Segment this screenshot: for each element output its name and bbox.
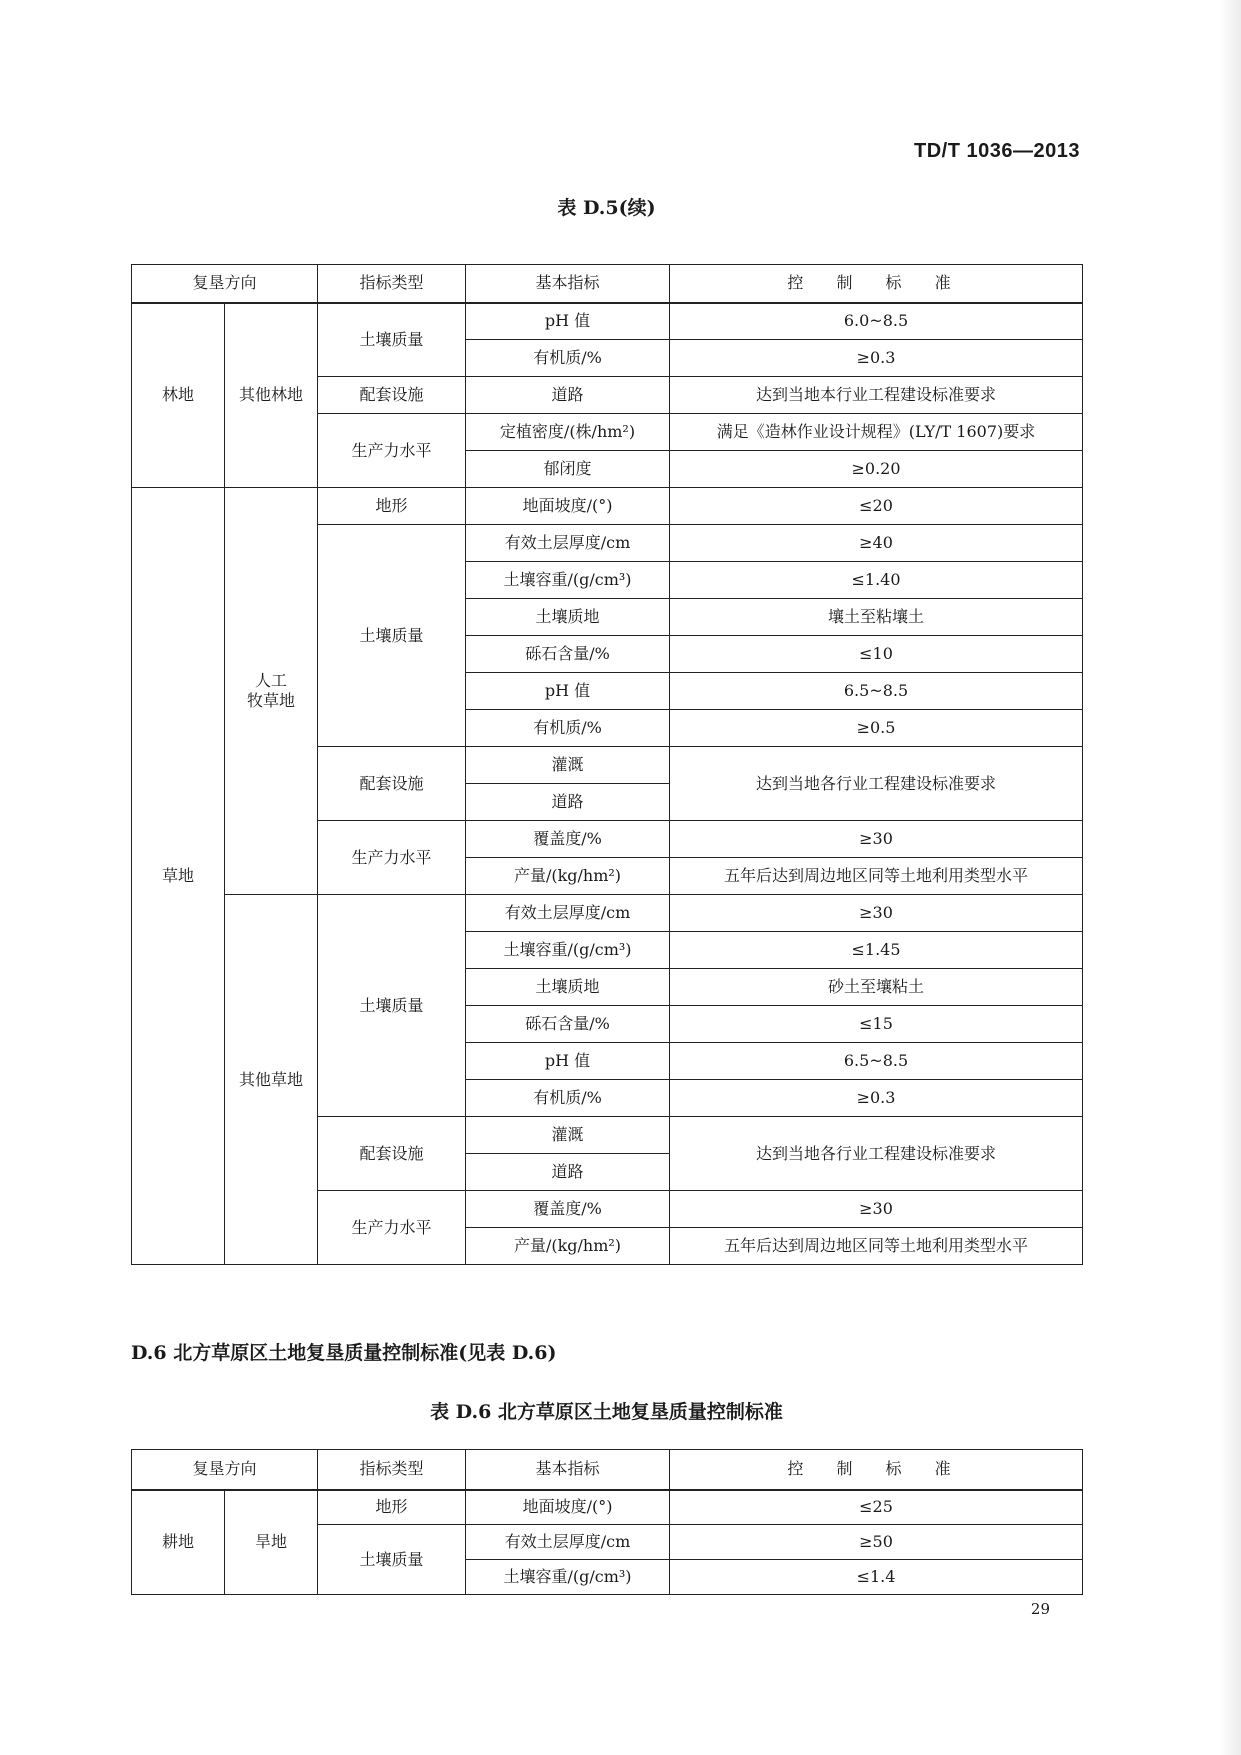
indicator-name: 产量/(kg/hm²) bbox=[466, 1228, 670, 1265]
standard-value: 达到当地各行业工程建设标准要求 bbox=[670, 1117, 1083, 1191]
indicator-name: 道路 bbox=[466, 1154, 670, 1191]
indicator-name: pH 值 bbox=[466, 1043, 670, 1080]
document-code: TD/T 1036—2013 bbox=[914, 140, 1080, 162]
type-soil-quality: 土壤质量 bbox=[318, 303, 466, 377]
category-cropland: 耕地 bbox=[132, 1490, 225, 1595]
indicator-name: 砾石含量/% bbox=[466, 636, 670, 673]
indicator-name: pH 值 bbox=[466, 673, 670, 710]
standard-value: ≤1.45 bbox=[670, 932, 1083, 969]
indicator-name: 定植密度/(株/hm²) bbox=[466, 414, 670, 451]
indicator-name: 有效土层厚度/cm bbox=[466, 525, 670, 562]
type-facilities: 配套设施 bbox=[318, 377, 466, 414]
table-row bbox=[132, 303, 1083, 340]
indicator-name: 覆盖度/% bbox=[466, 821, 670, 858]
type-terrain: 地形 bbox=[318, 488, 466, 525]
standard-value: ≥30 bbox=[670, 821, 1083, 858]
table-header-row bbox=[132, 265, 1083, 303]
subcategory-other-forest: 其他林地 bbox=[225, 303, 318, 488]
header-basic-indicator: 基本指标 bbox=[466, 265, 670, 303]
table-header-row bbox=[132, 1450, 1083, 1490]
indicator-name: 有效土层厚度/cm bbox=[466, 1525, 670, 1560]
indicator-name: 土壤质地 bbox=[466, 969, 670, 1006]
indicator-name: 土壤容重/(g/cm³) bbox=[466, 1560, 670, 1595]
standard-value: ≤20 bbox=[670, 488, 1083, 525]
indicator-name: 有效土层厚度/cm bbox=[466, 895, 670, 932]
header-indicator-type: 指标类型 bbox=[318, 1450, 466, 1490]
type-soil-quality: 土壤质量 bbox=[318, 895, 466, 1117]
indicator-name: 道路 bbox=[466, 377, 670, 414]
indicator-name: 覆盖度/% bbox=[466, 1191, 670, 1228]
category-forest: 林地 bbox=[132, 303, 225, 488]
standard-value: 达到当地本行业工程建设标准要求 bbox=[670, 377, 1083, 414]
header-basic-indicator: 基本指标 bbox=[466, 1450, 670, 1490]
indicator-name: 有机质/% bbox=[466, 340, 670, 377]
type-soil-quality: 土壤质量 bbox=[318, 1525, 466, 1595]
standard-value: 6.5~8.5 bbox=[670, 673, 1083, 710]
standard-value: 6.0~8.5 bbox=[670, 303, 1083, 340]
standard-value: ≤10 bbox=[670, 636, 1083, 673]
indicator-name: pH 值 bbox=[466, 303, 670, 340]
page-edge-shadow bbox=[1219, 0, 1241, 1755]
table-d5 bbox=[131, 264, 1083, 1265]
table-row bbox=[132, 488, 1083, 525]
standard-value: 五年后达到周边地区同等土地利用类型水平 bbox=[670, 858, 1083, 895]
standard-value: ≥30 bbox=[670, 1191, 1083, 1228]
standard-value: ≤15 bbox=[670, 1006, 1083, 1043]
indicator-name: 灌溉 bbox=[466, 1117, 670, 1154]
standard-value: ≥0.20 bbox=[670, 451, 1083, 488]
table-row bbox=[132, 1490, 1083, 1525]
indicator-name: 土壤质地 bbox=[466, 599, 670, 636]
header-indicator-type: 指标类型 bbox=[318, 265, 466, 303]
standard-value: 壤土至粘壤土 bbox=[670, 599, 1083, 636]
standard-value: ≤1.40 bbox=[670, 562, 1083, 599]
header-control-standard: 控 制 标 准 bbox=[670, 1450, 1083, 1490]
standard-value: 6.5~8.5 bbox=[670, 1043, 1083, 1080]
page-number: 29 bbox=[1030, 1600, 1050, 1618]
category-grassland: 草地 bbox=[132, 488, 225, 1265]
indicator-name: 道路 bbox=[466, 784, 670, 821]
table-d5-caption: 表 D.5(续) bbox=[557, 197, 656, 219]
indicator-name: 土壤容重/(g/cm³) bbox=[466, 562, 670, 599]
standard-value: 满足《造林作业设计规程》(LY/T 1607)要求 bbox=[670, 414, 1083, 451]
standard-value: ≥30 bbox=[670, 895, 1083, 932]
type-facilities: 配套设施 bbox=[318, 1117, 466, 1191]
indicator-name: 土壤容重/(g/cm³) bbox=[466, 932, 670, 969]
standard-value: ≤25 bbox=[670, 1490, 1083, 1525]
standard-value: ≥50 bbox=[670, 1525, 1083, 1560]
type-productivity: 生产力水平 bbox=[318, 1191, 466, 1265]
standard-value: ≥0.5 bbox=[670, 710, 1083, 747]
indicator-name: 郁闭度 bbox=[466, 451, 670, 488]
standard-value: ≥0.3 bbox=[670, 1080, 1083, 1117]
indicator-name: 有机质/% bbox=[466, 1080, 670, 1117]
type-soil-quality: 土壤质量 bbox=[318, 525, 466, 747]
header-control-standard: 控 制 标 准 bbox=[670, 265, 1083, 303]
section-d6-heading: D.6 北方草原区土地复垦质量控制标准(见表 D.6) bbox=[131, 1342, 557, 1364]
standard-value: 五年后达到周边地区同等土地利用类型水平 bbox=[670, 1228, 1083, 1265]
subcategory-dryland: 旱地 bbox=[225, 1490, 318, 1595]
indicator-name: 有机质/% bbox=[466, 710, 670, 747]
standard-value: 砂土至壤粘土 bbox=[670, 969, 1083, 1006]
type-productivity: 生产力水平 bbox=[318, 821, 466, 895]
table-row bbox=[132, 895, 1083, 932]
indicator-name: 地面坡度/(°) bbox=[466, 488, 670, 525]
standard-value: ≥0.3 bbox=[670, 340, 1083, 377]
standard-value: ≥40 bbox=[670, 525, 1083, 562]
table-d6-caption: 表 D.6 北方草原区土地复垦质量控制标准 bbox=[430, 1401, 783, 1423]
type-productivity: 生产力水平 bbox=[318, 414, 466, 488]
indicator-name: 产量/(kg/hm²) bbox=[466, 858, 670, 895]
standard-value: ≤1.4 bbox=[670, 1560, 1083, 1595]
standard-value: 达到当地各行业工程建设标准要求 bbox=[670, 747, 1083, 821]
indicator-name: 地面坡度/(°) bbox=[466, 1490, 670, 1525]
subcategory-other-grassland: 其他草地 bbox=[225, 895, 318, 1265]
type-terrain: 地形 bbox=[318, 1490, 466, 1525]
indicator-name: 砾石含量/% bbox=[466, 1006, 670, 1043]
header-direction: 复垦方向 bbox=[132, 1450, 318, 1490]
type-facilities: 配套设施 bbox=[318, 747, 466, 821]
table-d6 bbox=[131, 1449, 1083, 1595]
subcategory-artificial-pasture: 人工 牧草地 bbox=[225, 488, 318, 895]
indicator-name: 灌溉 bbox=[466, 747, 670, 784]
header-direction: 复垦方向 bbox=[132, 265, 318, 303]
